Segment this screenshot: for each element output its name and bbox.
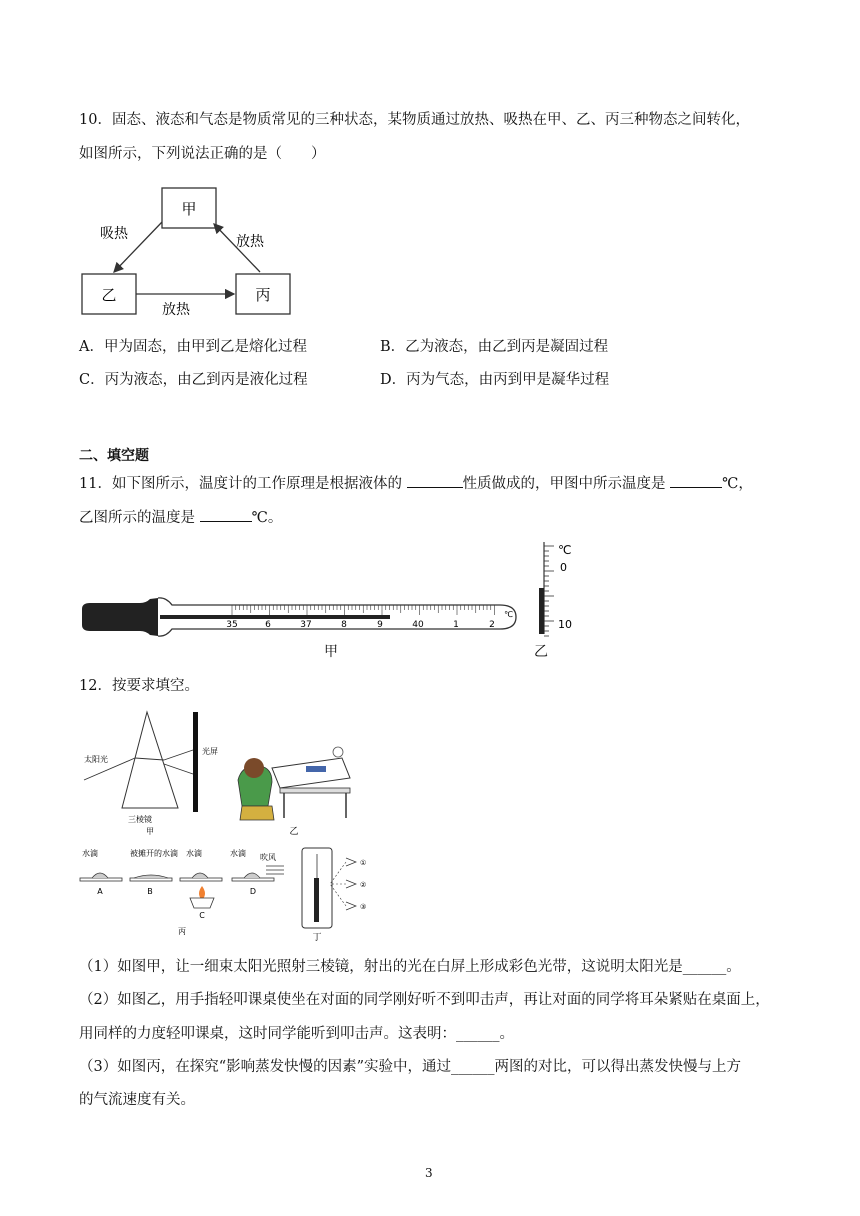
mercury-column xyxy=(160,615,390,619)
tick-label-35: 35 xyxy=(226,620,238,630)
view-mark-2: ② xyxy=(360,881,367,889)
drop-d-label: 水滴 xyxy=(230,849,246,858)
q12-intro: 12．按要求填空。 xyxy=(79,678,199,694)
tick-label-37: 37 xyxy=(300,620,312,630)
clinical-thermometer xyxy=(80,595,520,639)
view-mark-3: ③ xyxy=(360,903,367,911)
tick-label-42: 2 xyxy=(489,620,495,630)
eye-icon-3 xyxy=(346,902,356,910)
vertical-thermometer xyxy=(528,538,588,638)
q11-blank-1 xyxy=(407,473,463,488)
tick-label-41: 1 xyxy=(453,620,459,630)
vertical-tick-10: 10 xyxy=(558,618,572,631)
drop-a-label: 水滴 xyxy=(82,849,98,858)
vertical-tick-0: 0 xyxy=(560,561,567,574)
drop-c-label: 水滴 xyxy=(186,849,202,858)
q10-option-b: B．乙为液态，由乙到丙是凝固过程 xyxy=(380,339,609,355)
q11-line2 xyxy=(79,507,282,528)
fig-label-jia: 甲 xyxy=(324,644,338,660)
fig-ding-label: 丁 xyxy=(312,933,322,942)
box-bing-label: 丙 xyxy=(255,286,271,304)
evaporation-figure xyxy=(78,846,288,938)
drop-b-label: 被摊开的水滴 xyxy=(130,849,178,858)
letter-d: D xyxy=(249,887,257,896)
wind-label: 吹风 xyxy=(260,853,276,862)
tick-label-36: 6 xyxy=(265,620,271,630)
vertical-unit: ℃ xyxy=(558,543,572,557)
box-yi-label: 乙 xyxy=(101,286,117,304)
thermometer-bulb xyxy=(82,598,160,636)
light-screen xyxy=(193,712,198,812)
q10-option-d: D．丙为气态，由丙到甲是凝华过程 xyxy=(380,372,610,388)
tick-label-39: 9 xyxy=(377,620,383,630)
q11-text-5: ℃。 xyxy=(251,510,283,526)
clinical-unit: ℃ xyxy=(504,610,513,619)
letter-a: A xyxy=(97,887,103,896)
q10-line1: 10．固态、液态和气态是物质常见的三种状态，某物质通过放热、吸热在甲、乙、丙三种物态之间转化， xyxy=(79,112,750,128)
q12-sub2-line2: 用同样的力度轻叩课桌，这时同学能听到叩击声。这表明：______。 xyxy=(79,1026,514,1042)
tick-label-38: 8 xyxy=(341,620,347,630)
view-mark-1: ① xyxy=(360,859,367,867)
q10-line2: 如图所示，下列说法正确的是（ ） xyxy=(79,146,326,162)
q11-text-1: 11．如下图所示，温度计的工作原理是根据液体的 xyxy=(79,476,402,492)
eye-icon-1 xyxy=(346,858,356,866)
arrow-bottom-label: 放热 xyxy=(162,302,190,318)
fig-bing-label: 丙 xyxy=(178,927,186,936)
q12-sub2-line1: （2）如图乙，用手指轻叩课桌使坐在对面的同学刚好听不到叩击声，再让对面的同学将耳朵紧贴在桌面上， xyxy=(79,992,770,1008)
q12-sub3-line1: （3）如图丙，在探究“影响蒸发快慢的因素”实验中，通过______两图的对比，可以得出蒸发快慢与上方 xyxy=(79,1059,742,1075)
q11-text-2: 性质做成的，甲图中所示温度是 xyxy=(462,476,666,492)
lamp-icon xyxy=(190,898,214,908)
tick-label-40: 40 xyxy=(412,620,424,630)
arrow-left-label: 吸热 xyxy=(100,226,128,242)
q12-sub3-line2: 的气流速度有关。 xyxy=(79,1092,195,1108)
fig-yi-label: 乙 xyxy=(289,827,299,837)
liquid-column xyxy=(539,588,544,634)
q12-sub1: （1）如图甲，让一细束太阳光照射三棱镜，射出的光在白屏上形成彩色光带，这说明太阳光是______。 xyxy=(79,959,741,975)
reading-figure xyxy=(300,846,380,942)
vertical-ticks xyxy=(544,546,554,636)
q11-blank-2 xyxy=(670,473,722,488)
q11-line1 xyxy=(79,473,753,494)
state-change-diagram xyxy=(70,178,310,328)
q11-text-4: 乙图所示的温度是 xyxy=(79,510,195,526)
arrow-right-label: 放热 xyxy=(236,234,264,250)
fig-label-yi: 乙 xyxy=(534,644,548,660)
screen-label: 光屏 xyxy=(202,747,218,756)
section-title: 二、填空题 xyxy=(79,448,149,464)
prism-figure xyxy=(80,708,220,836)
letter-c: C xyxy=(199,911,205,920)
prism-label: 三棱镜 xyxy=(128,815,152,824)
eye-icon-2 xyxy=(346,880,356,888)
q10-option-a: A．甲为固态，由甲到乙是熔化过程 xyxy=(79,339,307,355)
box-jia-label: 甲 xyxy=(181,200,197,218)
q11-blank-3 xyxy=(200,507,252,522)
sunlight-label: 太阳光 xyxy=(84,755,108,764)
fig-jia-label: 甲 xyxy=(146,827,154,836)
q11-text-3: ℃， xyxy=(722,476,753,492)
page-number: 3 xyxy=(425,1166,433,1180)
desk-figure xyxy=(232,738,356,838)
q10-option-c: C．丙为液态，由乙到丙是液化过程 xyxy=(79,372,308,388)
letter-b: B xyxy=(147,887,153,896)
